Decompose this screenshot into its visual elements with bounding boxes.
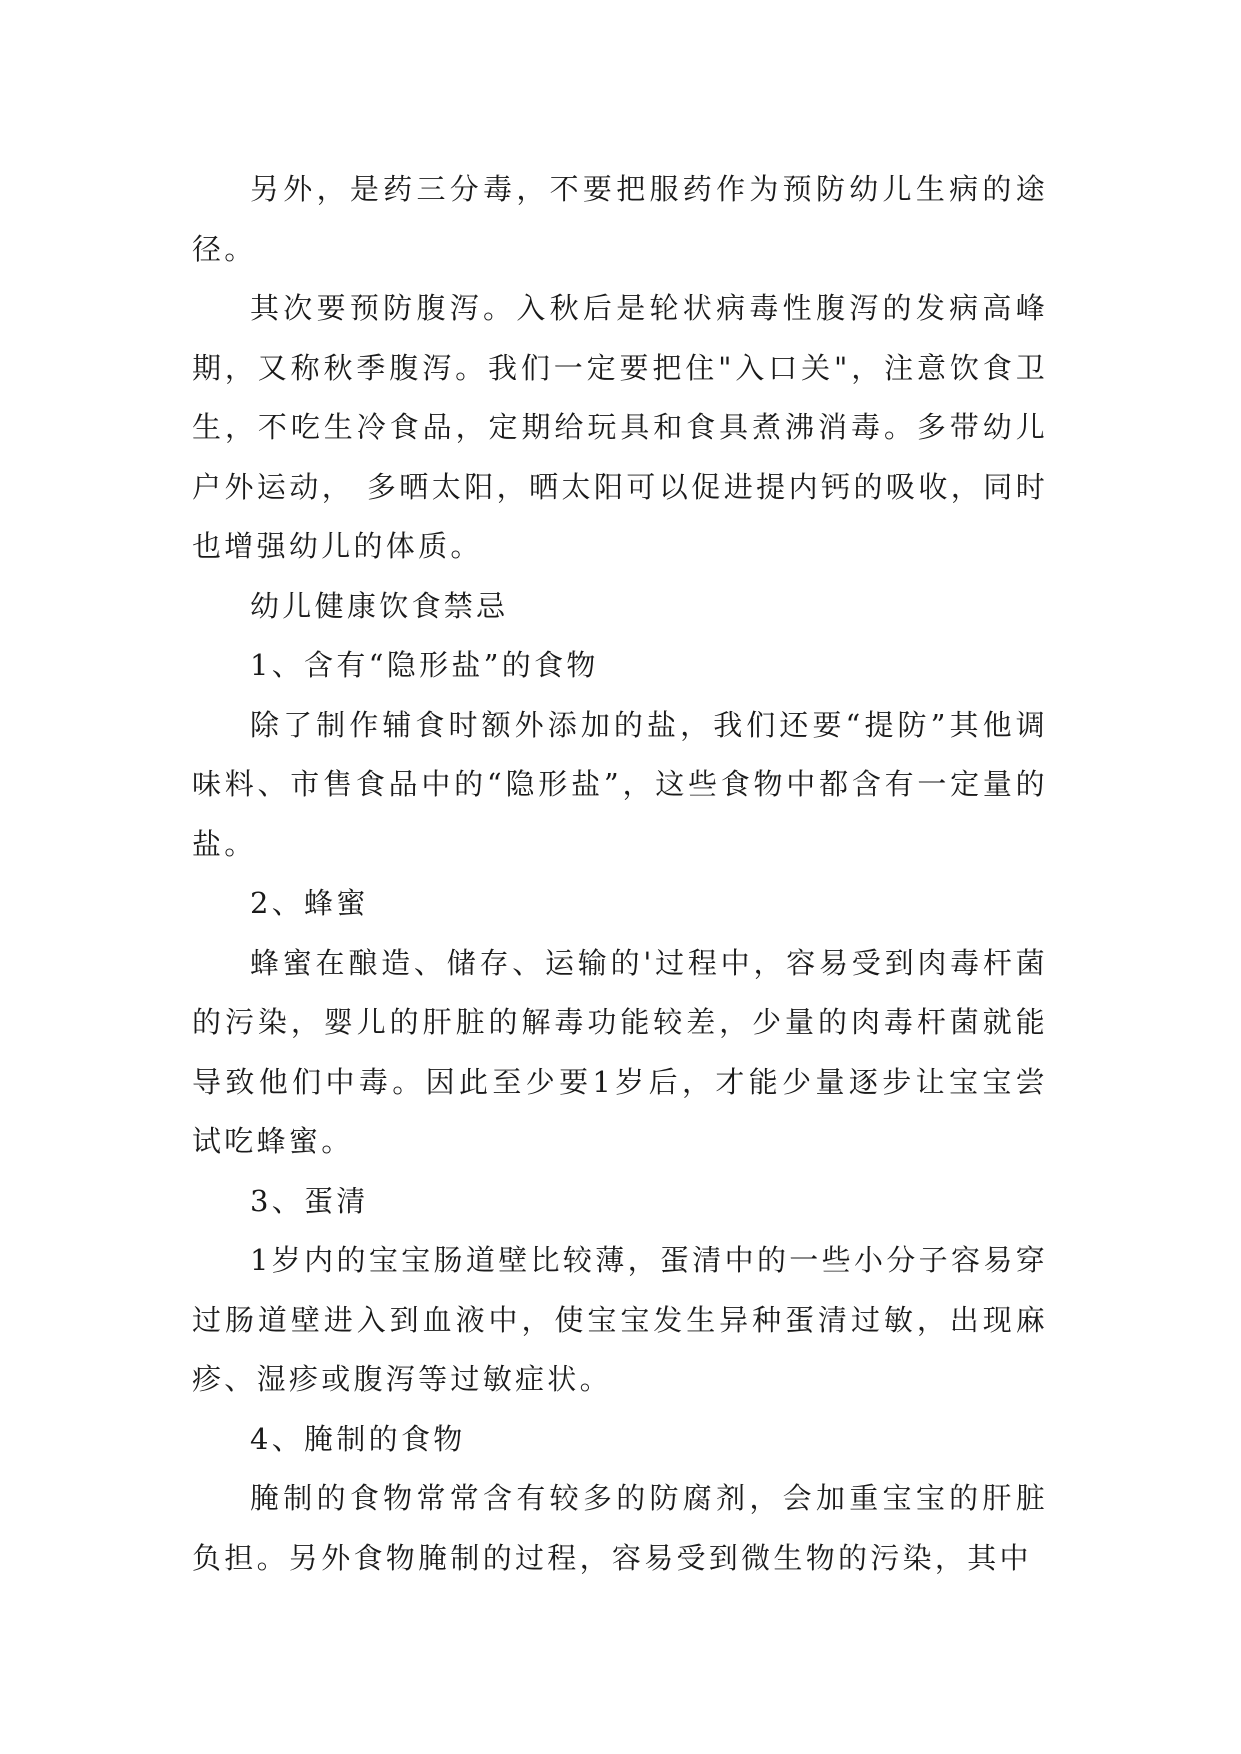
paragraph: 除了制作辅食时额外添加的盐，我们还要“提防”其他调味料、市售食品中的“隐形盐”，这些食物中都含有一定量的盐。 <box>192 707 1048 861</box>
paragraph: 其次要预防腹泻。入秋后是轮状病毒性腹泻的发病高峰期，又称秋季腹泻。我们一定要把住"入口关"，注意饮食卫生，不吃生冷食品，定期给玩具和食具煮沸消毒。多带幼儿户外运动， 多晒太阳，晒太阳可以促进提内钙的吸收，同时也增强幼儿的体质。 <box>192 291 1048 563</box>
paragraph: 1岁内的宝宝肠道壁比较薄，蛋清中的一些小分子容易穿过肠道壁进入到血液中，使宝宝发生异种蛋清过敏，出现麻疹、湿疹或腹泻等过敏症状。 <box>192 1243 1048 1396</box>
section-heading: 幼儿健康饮食禁忌 <box>250 588 509 623</box>
paragraph: 腌制的食物常常含有较多的防腐剂，会加重宝宝的肝脏负担。另外食物腌制的过程，容易受到微生物的污染，其中 <box>192 1481 1048 1575</box>
item-heading: 1、含有“隐形盐”的食物 <box>250 648 599 682</box>
item-heading: 2、蜂蜜 <box>250 886 369 920</box>
document-body <box>192 160 1048 1588</box>
paragraph: 蜂蜜在酿造、储存、运输的'过程中，容易受到肉毒杆菌的污染，婴儿的肝脏的解毒功能较差，少量的肉毒杆菌就能导致他们中毒。因此至少要1岁后，才能少量逐步让宝宝尝试吃蜂蜜。 <box>192 945 1048 1158</box>
item-heading: 4、腌制的食物 <box>250 1421 466 1456</box>
item-heading: 3、蛋清 <box>250 1183 369 1218</box>
paragraph: 另外，是药三分毒，不要把服药作为预防幼儿生病的途径。 <box>192 172 1048 266</box>
